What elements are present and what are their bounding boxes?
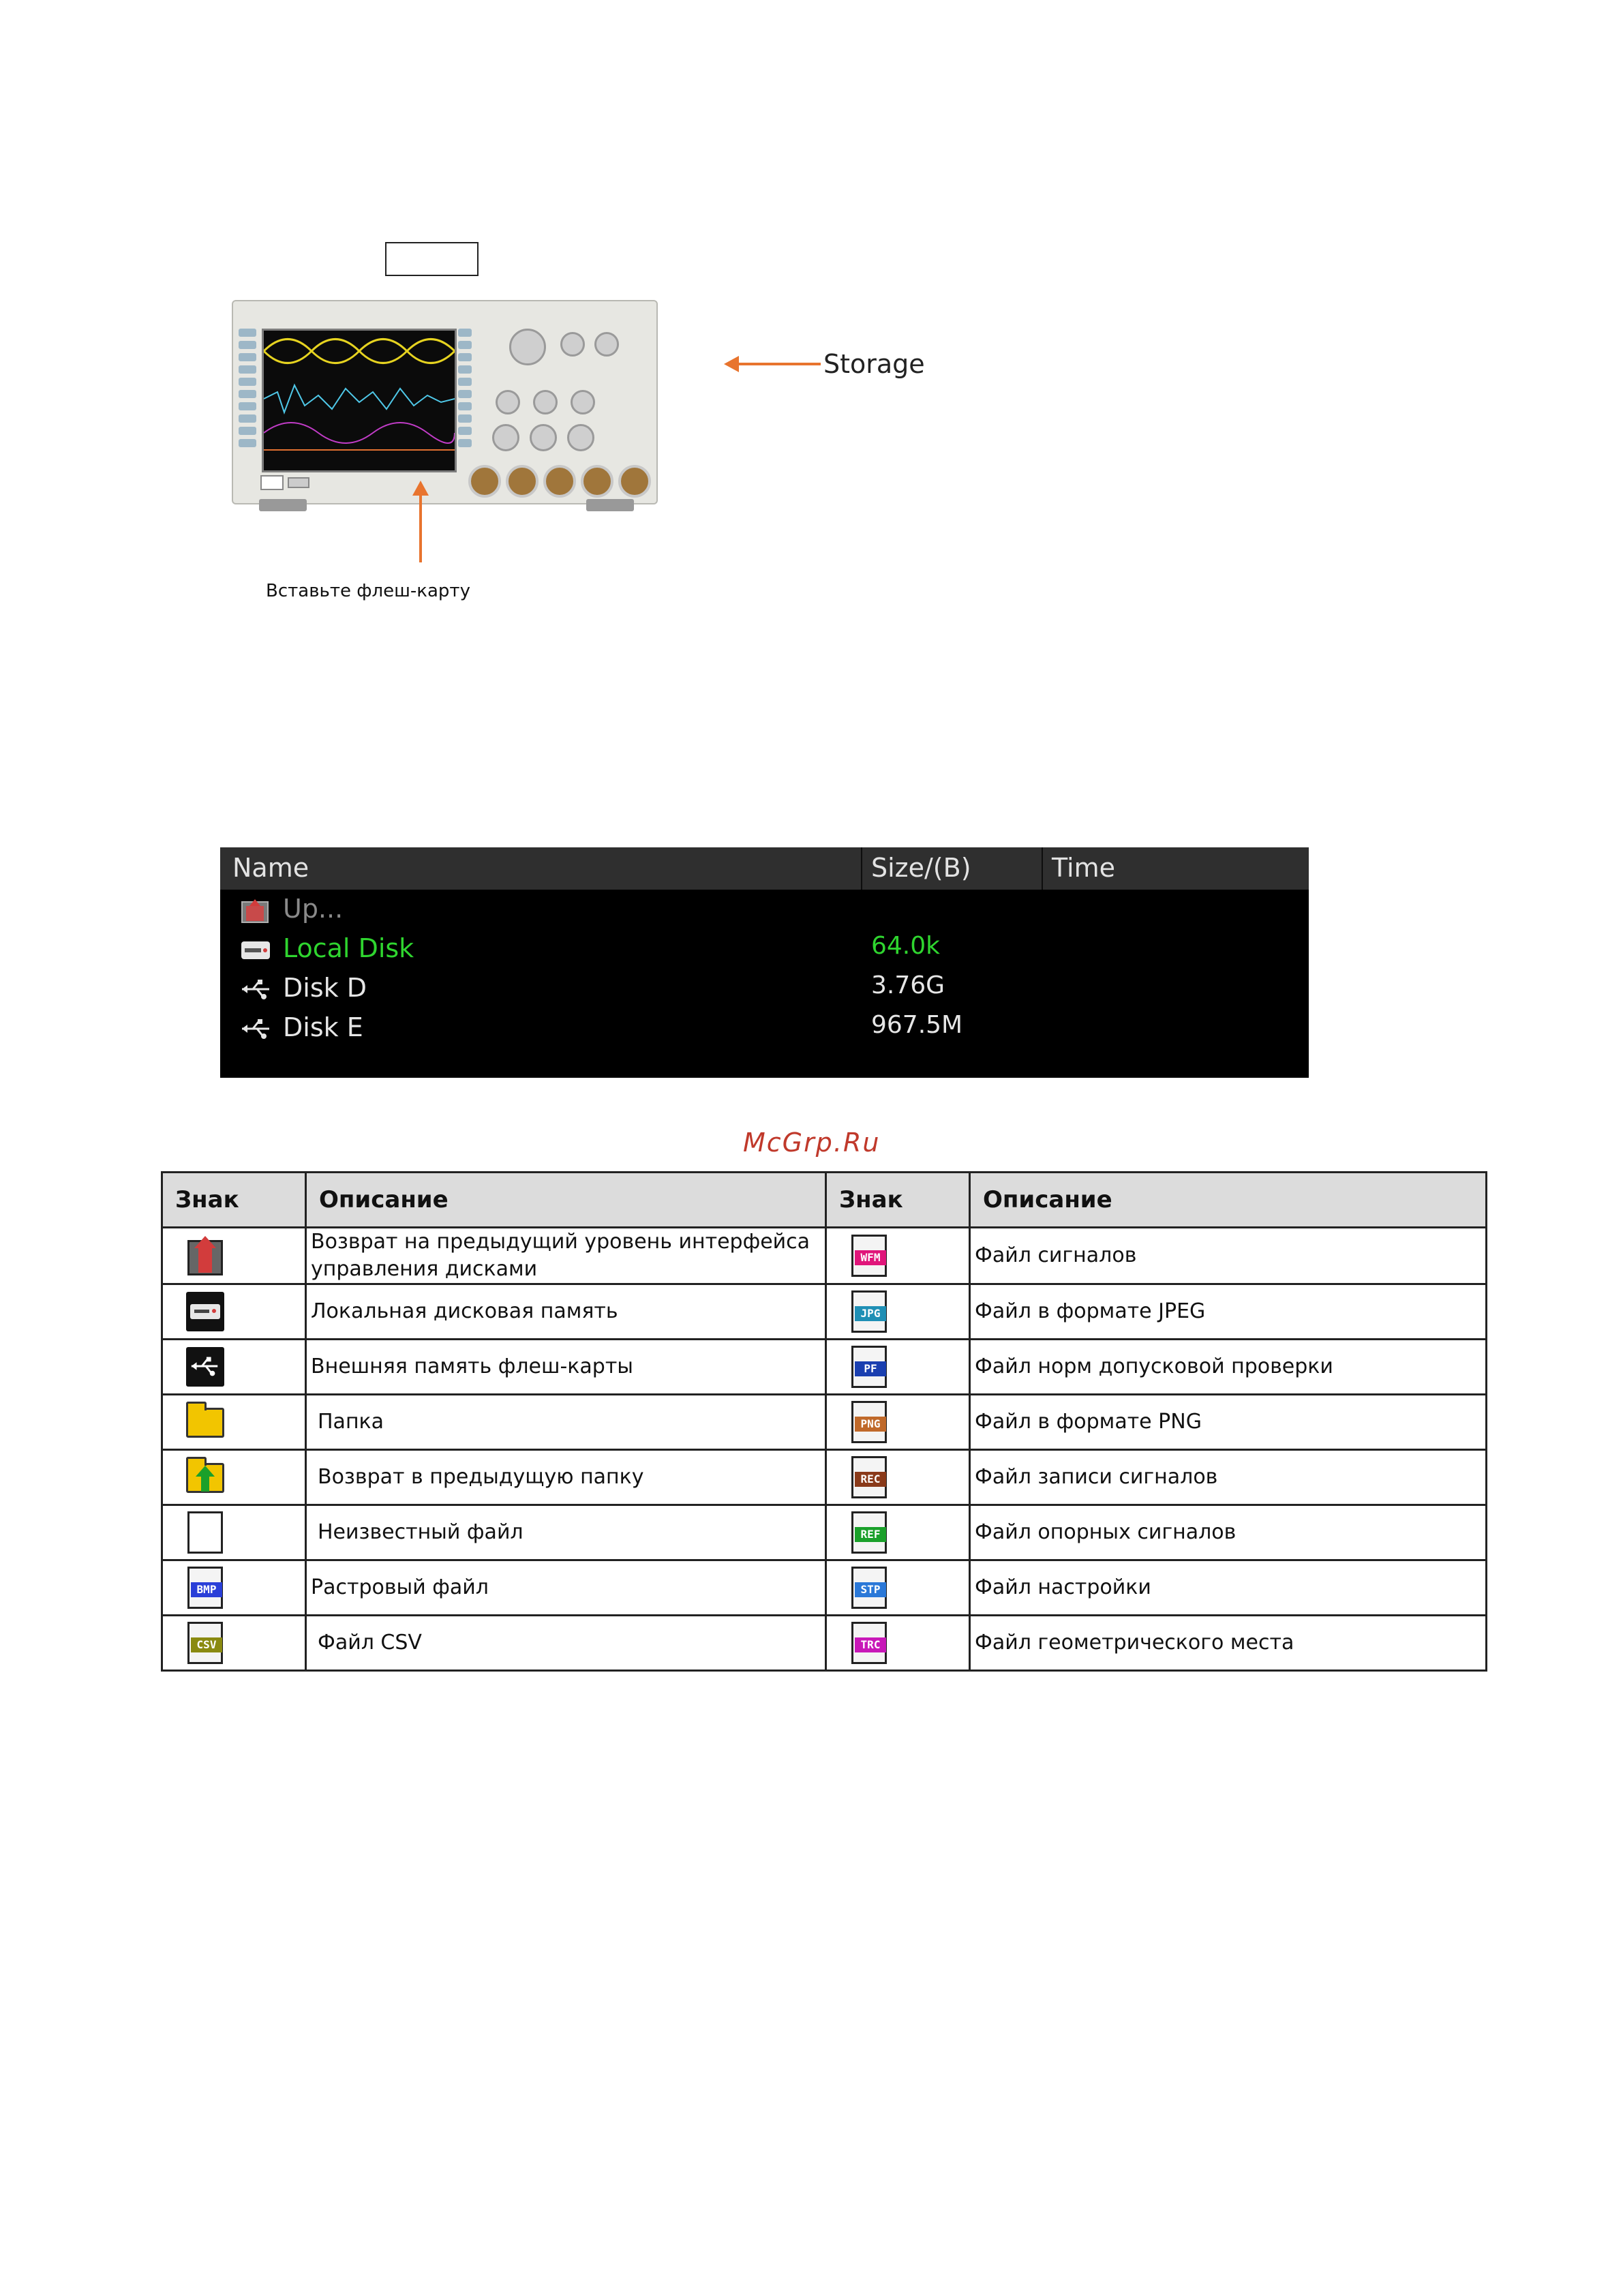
header-sign: Знак (826, 1173, 970, 1228)
row-description: Файл в формате PNG (970, 1395, 1487, 1450)
row-description: Файл опорных сигналов (970, 1505, 1487, 1560)
knob (594, 332, 619, 357)
icon-legend-table (161, 1171, 1487, 1672)
row-description: Файл сигналов (970, 1228, 1487, 1284)
column-time-header[interactable]: Time (1052, 853, 1115, 883)
knob (496, 390, 520, 414)
usb-icon (239, 976, 273, 1003)
row-description: Файл настройки (970, 1560, 1487, 1616)
wfm-file-icon: WFM (849, 1233, 890, 1278)
port (288, 477, 309, 488)
bnc-connector (543, 465, 576, 498)
row-description: Локальная дисковая память (306, 1284, 826, 1340)
column-size-header[interactable]: Size/(B) (871, 853, 971, 883)
row-description: Папка (306, 1395, 826, 1450)
trc-file-icon: TRC (849, 1620, 890, 1665)
header-sign: Знак (162, 1173, 306, 1228)
ref-file-icon: REF (849, 1510, 890, 1555)
usb-icon (185, 1344, 226, 1389)
row-description: Возврат в предыдущую папку (306, 1450, 826, 1505)
row-description: Неизвестный файл (306, 1505, 826, 1560)
browser-row-disk-d[interactable] (220, 969, 1309, 1008)
table-row (162, 1395, 1487, 1450)
bnc-connector (506, 465, 539, 498)
knob (533, 390, 558, 414)
knob (560, 332, 585, 357)
row-name: Disk D (283, 973, 367, 1003)
row-size: 3.76G (871, 971, 945, 999)
scope-screen (262, 329, 457, 472)
row-size: 64.0k (871, 932, 941, 960)
table-row (162, 1228, 1487, 1284)
row-description: Файл CSV (306, 1616, 826, 1671)
row-name: Local Disk (283, 933, 414, 963)
knob (530, 424, 557, 451)
column-divider (861, 847, 862, 890)
csv-file-icon: CSV (185, 1620, 226, 1665)
folder-icon (185, 1400, 226, 1445)
knob (571, 390, 595, 414)
table-header-row (162, 1173, 1487, 1228)
bnc-connector (618, 465, 651, 498)
bnc-connector (581, 465, 613, 498)
foot (586, 499, 634, 511)
pf-file-icon: PF (849, 1344, 890, 1389)
row-name: Up... (283, 894, 344, 924)
knob (509, 329, 546, 365)
arrow-line (735, 363, 821, 365)
table-row (162, 1340, 1487, 1395)
row-description: Растровый файл (306, 1560, 826, 1616)
table-row (162, 1284, 1487, 1340)
usb-icon (239, 1015, 273, 1042)
watermark: McGrp.Ru (743, 1128, 881, 1158)
browser-header (220, 847, 1309, 890)
column-name-header[interactable]: Name (232, 853, 309, 883)
row-description: Файл в формате JPEG (970, 1284, 1487, 1340)
row-description: Внешняя память флеш-карты (306, 1340, 826, 1395)
png-file-icon: PNG (849, 1400, 890, 1445)
stp-file-icon: STP (849, 1565, 890, 1610)
browser-row-up[interactable] (220, 890, 1309, 929)
browser-row-disk-e[interactable] (220, 1008, 1309, 1048)
row-size: 967.5M (871, 1011, 963, 1039)
local-disk-icon (239, 936, 273, 963)
file-browser (220, 847, 1309, 1078)
foot (259, 499, 307, 511)
bmp-file-icon: BMP (185, 1565, 226, 1610)
arrow-line (419, 487, 422, 562)
storage-label: Storage (823, 349, 925, 379)
unknown-file-icon (185, 1510, 226, 1555)
local-disk-icon (185, 1289, 226, 1334)
knob (492, 424, 519, 451)
table-row (162, 1616, 1487, 1671)
blank-box (385, 242, 479, 276)
row-description: Файл норм допусковой проверки (970, 1340, 1487, 1395)
jpg-file-icon: JPG (849, 1289, 890, 1334)
table-row (162, 1560, 1487, 1616)
up-folder-icon (239, 896, 273, 924)
usb-port (260, 475, 284, 490)
folder-up-icon (185, 1455, 226, 1500)
row-description: Возврат на предыдущий уровень интерфейса управления дисками (306, 1228, 826, 1284)
knob (567, 424, 594, 451)
row-name: Disk E (283, 1012, 363, 1042)
column-divider (1042, 847, 1043, 890)
row-description: Файл записи сигналов (970, 1450, 1487, 1505)
insert-flash-label: Вставьте флеш-карту (266, 581, 470, 601)
header-description: Описание (306, 1173, 826, 1228)
browser-row-local-disk[interactable] (220, 929, 1309, 969)
row-description: Файл геометрического места (970, 1616, 1487, 1671)
header-description: Описание (970, 1173, 1487, 1228)
rec-file-icon: REC (849, 1455, 890, 1500)
table-row (162, 1505, 1487, 1560)
bnc-connector (468, 465, 501, 498)
table-row (162, 1450, 1487, 1505)
oscilloscope-image (232, 300, 658, 515)
up-level-icon (185, 1233, 226, 1278)
